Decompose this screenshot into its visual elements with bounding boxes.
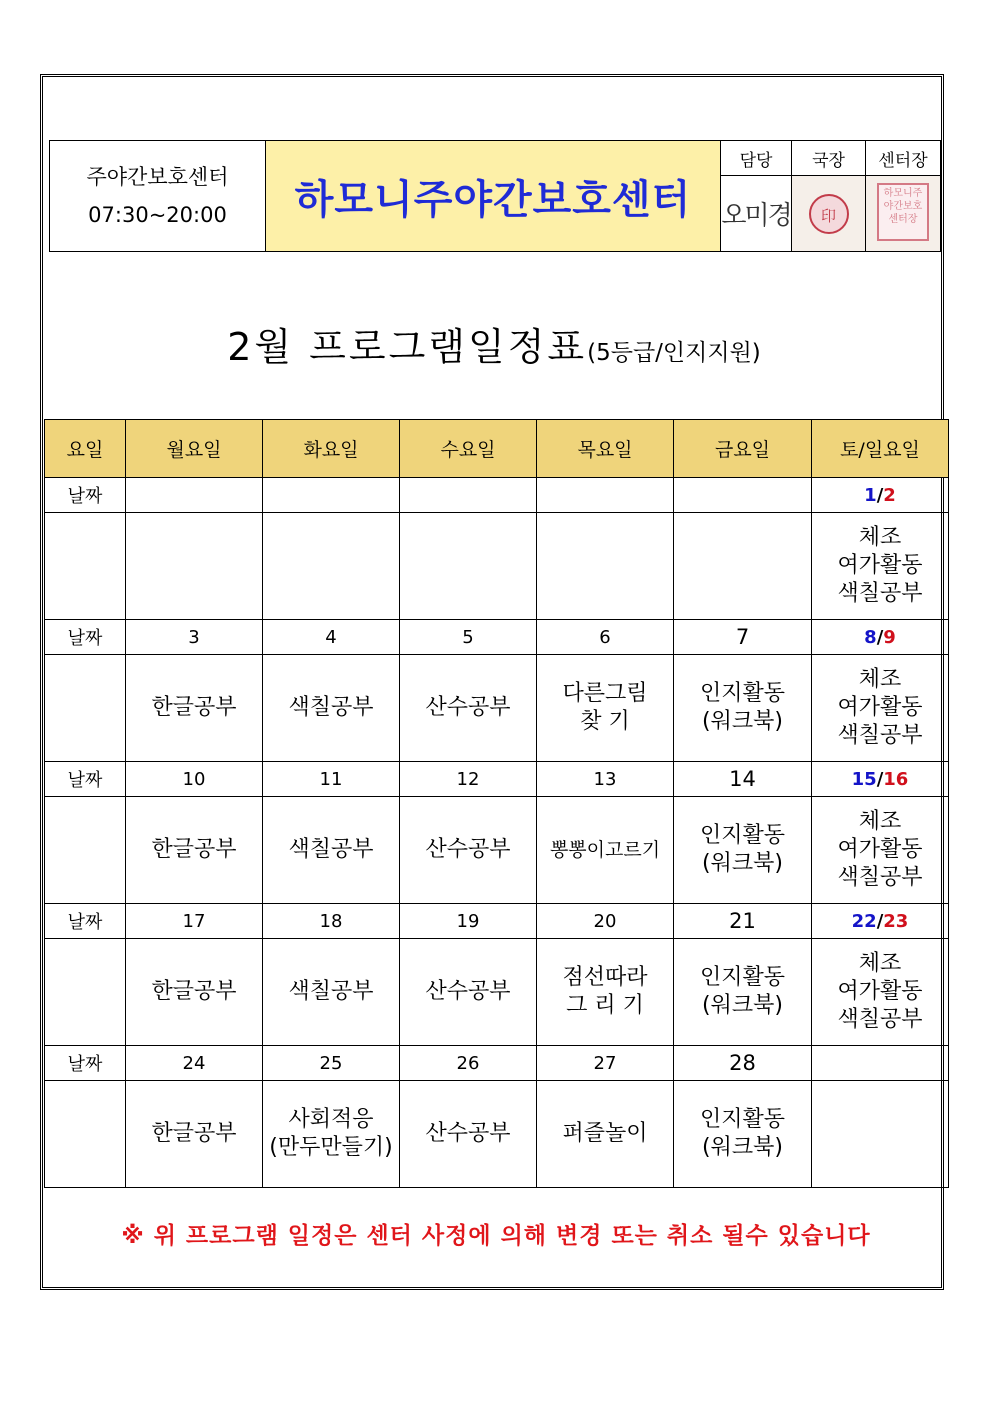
activity-cell: 인지활동 (워크북) <box>674 939 812 1046</box>
col-header: 요일 <box>45 420 126 478</box>
activity-cell: 퍼즐놀이 <box>537 1081 674 1188</box>
date-row <box>45 478 949 513</box>
activity-label-cell <box>45 1081 126 1188</box>
director-seal-icon: 印 <box>809 194 849 234</box>
date-separator: / <box>876 484 884 506</box>
date-label: 날짜 <box>45 1046 126 1081</box>
activity-cell: 산수공부 <box>400 939 537 1046</box>
activity-cell: 색칠공부 <box>263 797 400 904</box>
activity-cell <box>812 1081 949 1188</box>
approval-role-manager: 담당 <box>721 141 792 176</box>
date-cell: 26 <box>400 1046 537 1081</box>
activity-cell: 한글공부 <box>126 939 263 1046</box>
weekend-date-cell <box>812 904 949 939</box>
date-cell: 10 <box>126 762 263 797</box>
director-seal-cell <box>792 176 866 252</box>
activity-cell: 색칠공부 <box>263 655 400 762</box>
date-cell: 25 <box>263 1046 400 1081</box>
date-cell: 4 <box>263 620 400 655</box>
activity-cell: 다른그림 찾 기 <box>537 655 674 762</box>
date-cell: 28 <box>674 1046 812 1081</box>
date-separator: / <box>876 910 884 932</box>
activity-row <box>45 797 949 904</box>
date-cell: 17 <box>126 904 263 939</box>
date-cell: 18 <box>263 904 400 939</box>
activity-cell: 인지활동 (워크북) <box>674 655 812 762</box>
date-cell <box>537 478 674 513</box>
saturday-date: 1 <box>864 484 877 506</box>
sunday-date: 9 <box>883 626 896 648</box>
activity-cell: 체조 여가활동 색칠공부 <box>812 939 949 1046</box>
approval-role-director: 국장 <box>792 141 866 176</box>
activity-cell: 뽕뽕이고르기 <box>537 797 674 904</box>
weekend-date-cell <box>812 1046 949 1081</box>
date-cell: 11 <box>263 762 400 797</box>
date-cell <box>126 478 263 513</box>
activity-cell: 인지활동 (워크북) <box>674 1081 812 1188</box>
sunday-date: 23 <box>883 910 909 932</box>
activity-cell: 산수공부 <box>400 655 537 762</box>
date-label: 날짜 <box>45 762 126 797</box>
date-cell <box>400 478 537 513</box>
date-cell: 24 <box>126 1046 263 1081</box>
col-header: 목요일 <box>537 420 674 478</box>
date-cell: 14 <box>674 762 812 797</box>
activity-cell: 체조 여가활동 색칠공부 <box>812 797 949 904</box>
sunday-date: 2 <box>883 484 896 506</box>
head-stamp-cell <box>866 176 941 252</box>
activity-cell: 체조 여가활동 색칠공부 <box>812 513 949 620</box>
activity-cell: 체조 여가활동 색칠공부 <box>812 655 949 762</box>
date-label: 날짜 <box>45 478 126 513</box>
weekend-date-cell <box>812 478 949 513</box>
saturday-date: 22 <box>851 910 877 932</box>
date-cell: 12 <box>400 762 537 797</box>
activity-cell: 색칠공부 <box>263 939 400 1046</box>
activity-row <box>45 513 949 620</box>
activity-row <box>45 655 949 762</box>
header-block <box>49 140 941 252</box>
activity-label-cell <box>45 797 126 904</box>
manager-signature: 오미경 <box>721 176 792 252</box>
date-row <box>45 904 949 939</box>
activity-cell: 한글공부 <box>126 797 263 904</box>
activity-cell: 한글공부 <box>126 655 263 762</box>
center-info <box>50 141 266 252</box>
page-title <box>44 316 944 371</box>
activity-label-cell <box>45 939 126 1046</box>
activity-row <box>45 939 949 1046</box>
activity-cell: 인지활동 (워크북) <box>674 797 812 904</box>
date-cell: 13 <box>537 762 674 797</box>
date-separator: / <box>876 626 884 648</box>
col-header: 화요일 <box>263 420 400 478</box>
date-cell: 6 <box>537 620 674 655</box>
activity-cell: 점선따라 그 리 기 <box>537 939 674 1046</box>
date-row <box>45 1046 949 1081</box>
activity-label-cell <box>45 513 126 620</box>
saturday-date: 8 <box>864 626 877 648</box>
head-stamp-icon: 하모니주야간보호센터장 <box>877 183 929 241</box>
col-header: 월요일 <box>126 420 263 478</box>
date-label: 날짜 <box>45 904 126 939</box>
weekend-date-cell <box>812 762 949 797</box>
center-name: 하모니주야간보호센터 <box>266 141 721 252</box>
title-main: 2월 프로그램일정표 <box>227 325 588 369</box>
sunday-date: 16 <box>883 768 909 790</box>
activity-cell <box>126 513 263 620</box>
approval-role-head: 센터장 <box>866 141 941 176</box>
date-row <box>45 620 949 655</box>
saturday-date: 15 <box>851 768 877 790</box>
date-cell: 27 <box>537 1046 674 1081</box>
date-cell: 20 <box>537 904 674 939</box>
weekend-date-cell <box>812 620 949 655</box>
date-cell <box>263 478 400 513</box>
activity-cell <box>674 513 812 620</box>
center-type: 주야간보호센터 <box>86 165 229 189</box>
header-row <box>45 420 949 478</box>
date-row <box>45 762 949 797</box>
col-header: 수요일 <box>400 420 537 478</box>
schedule-table <box>44 419 949 1188</box>
schedule-notice: ※ 위 프로그램 일정은 센터 사정에 의해 변경 또는 취소 될수 있습니다 <box>121 1223 871 1249</box>
activity-cell <box>400 513 537 620</box>
activity-cell <box>263 513 400 620</box>
date-cell: 19 <box>400 904 537 939</box>
activity-cell: 한글공부 <box>126 1081 263 1188</box>
activity-cell: 산수공부 <box>400 797 537 904</box>
activity-cell: 산수공부 <box>400 1081 537 1188</box>
date-cell: 5 <box>400 620 537 655</box>
operating-hours: 07:30~20:00 <box>88 203 227 227</box>
date-cell: 3 <box>126 620 263 655</box>
col-header: 금요일 <box>674 420 812 478</box>
date-cell: 21 <box>674 904 812 939</box>
date-cell <box>674 478 812 513</box>
activity-cell <box>537 513 674 620</box>
activity-row <box>45 1081 949 1188</box>
activity-cell: 사회적응 (만두만들기) <box>263 1081 400 1188</box>
col-header: 토/일요일 <box>812 420 949 478</box>
activity-label-cell <box>45 655 126 762</box>
date-label: 날짜 <box>45 620 126 655</box>
date-cell: 7 <box>674 620 812 655</box>
date-separator: / <box>876 768 884 790</box>
title-sub: (5등급/인지지원) <box>587 340 761 366</box>
